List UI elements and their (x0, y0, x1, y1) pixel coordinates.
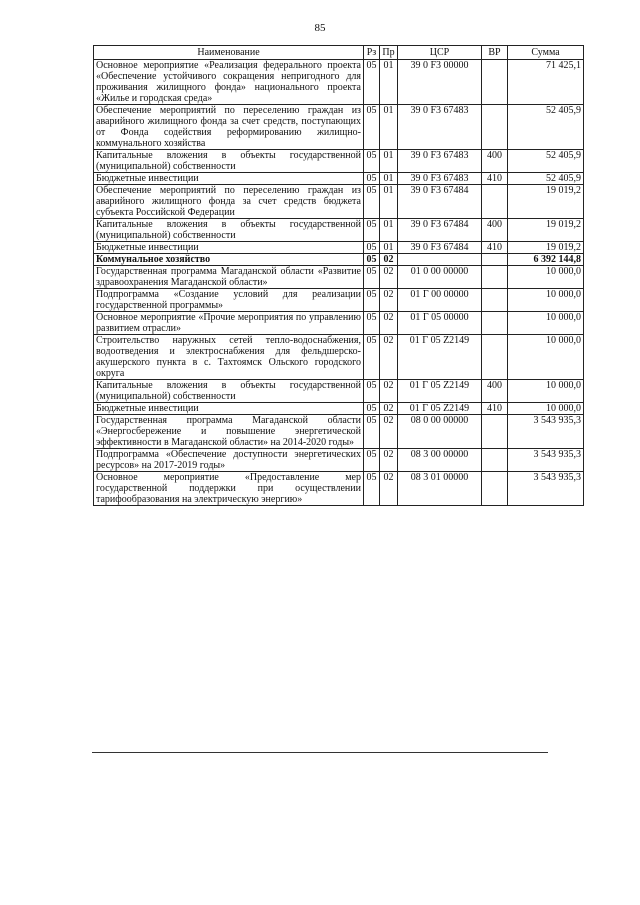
cell-pr: 01 (380, 60, 398, 105)
cell-pr: 02 (380, 312, 398, 335)
cell-pr: 02 (380, 449, 398, 472)
cell-name: Подпрограмма «Обеспечение доступности энергетических ресурсов» на 2017-2019 годы» (94, 449, 364, 472)
cell-csr: 08 3 01 00000 (398, 472, 482, 506)
cell-rz: 05 (364, 472, 380, 506)
cell-pr: 02 (380, 254, 398, 266)
cell-rz: 05 (364, 60, 380, 105)
cell-name: Государственная программа Магаданской области «Развитие здравоохранения Магаданской области» (94, 266, 364, 289)
cell-sum: 6 392 144,8 (508, 254, 584, 266)
cell-sum: 10 000,0 (508, 289, 584, 312)
cell-name: Строительство наружных сетей тепло-водоснабжения, водоотведения и электроснабжения для фельдшерско-акушерского пункта в с. Тахтоямск Ольского городского округа (94, 335, 364, 380)
cell-vr (482, 449, 508, 472)
cell-vr: 410 (482, 403, 508, 415)
table-row (94, 254, 584, 266)
header-csr: ЦСР (398, 46, 482, 60)
cell-rz: 05 (364, 266, 380, 289)
table-row (94, 289, 584, 312)
cell-pr: 01 (380, 242, 398, 254)
cell-vr: 400 (482, 380, 508, 403)
table-row (94, 449, 584, 472)
cell-name: Капитальные вложения в объекты государственной (муниципальной) собственности (94, 219, 364, 242)
cell-pr: 01 (380, 219, 398, 242)
cell-sum: 10 000,0 (508, 335, 584, 380)
cell-name: Коммунальное хозяйство (94, 254, 364, 266)
cell-vr: 410 (482, 173, 508, 185)
cell-name: Основное мероприятие «Прочие мероприятия по управлению развитием отрасли» (94, 312, 364, 335)
cell-csr: 39 0 F3 67483 (398, 150, 482, 173)
cell-csr: 39 0 F3 67483 (398, 105, 482, 150)
cell-vr (482, 472, 508, 506)
cell-name: Бюджетные инвестиции (94, 173, 364, 185)
cell-vr (482, 254, 508, 266)
cell-pr: 01 (380, 105, 398, 150)
header-sum: Сумма (508, 46, 584, 60)
header-vr: ВР (482, 46, 508, 60)
cell-sum: 52 405,9 (508, 105, 584, 150)
cell-csr: 01 Г 05 Z2149 (398, 403, 482, 415)
cell-pr: 02 (380, 403, 398, 415)
table-row (94, 380, 584, 403)
header-rz: Рз (364, 46, 380, 60)
cell-csr: 39 0 F3 67484 (398, 185, 482, 219)
cell-vr: 400 (482, 219, 508, 242)
table-row (94, 219, 584, 242)
table-row (94, 173, 584, 185)
cell-name: Бюджетные инвестиции (94, 403, 364, 415)
cell-csr: 39 0 F3 67483 (398, 173, 482, 185)
cell-rz: 05 (364, 185, 380, 219)
cell-sum: 10 000,0 (508, 312, 584, 335)
table-row (94, 415, 584, 449)
cell-sum: 10 000,0 (508, 266, 584, 289)
cell-sum: 19 019,2 (508, 219, 584, 242)
budget-table (93, 45, 584, 506)
cell-rz: 05 (364, 173, 380, 185)
cell-vr (482, 60, 508, 105)
cell-vr (482, 105, 508, 150)
cell-pr: 01 (380, 173, 398, 185)
cell-name: Капитальные вложения в объекты государственной (муниципальной) собственности (94, 150, 364, 173)
table-row (94, 472, 584, 506)
table-row (94, 185, 584, 219)
cell-pr: 02 (380, 289, 398, 312)
cell-pr: 02 (380, 266, 398, 289)
cell-rz: 05 (364, 312, 380, 335)
cell-vr (482, 312, 508, 335)
cell-rz: 05 (364, 289, 380, 312)
header-name: Наименование (94, 46, 364, 60)
cell-csr: 01 Г 05 Z2149 (398, 380, 482, 403)
cell-csr: 39 0 F3 00000 (398, 60, 482, 105)
table-row (94, 335, 584, 380)
cell-name: Основное мероприятие «Реализация федерального проекта «Обеспечение устойчивого сокращения непригодного для проживания жилищного фонда» национального проекта «Жилье и городская среда» (94, 60, 364, 105)
cell-pr: 01 (380, 185, 398, 219)
cell-sum: 3 543 935,3 (508, 415, 584, 449)
cell-rz: 05 (364, 415, 380, 449)
table-row (94, 242, 584, 254)
cell-csr (398, 254, 482, 266)
cell-name: Основное мероприятие «Предоставление мер государственной поддержки при осуществлении тарифообразования на электрическую энергию» (94, 472, 364, 506)
footer-rule (92, 752, 548, 753)
cell-sum: 71 425,1 (508, 60, 584, 105)
cell-vr (482, 266, 508, 289)
cell-vr: 400 (482, 150, 508, 173)
table-row (94, 266, 584, 289)
cell-vr (482, 415, 508, 449)
cell-rz: 05 (364, 403, 380, 415)
cell-sum: 52 405,9 (508, 150, 584, 173)
cell-rz: 05 (364, 380, 380, 403)
cell-name: Государственная программа Магаданской области «Энергосбережение и повышение энергетической эффективности в Магаданской области» на 2014-2020 годы» (94, 415, 364, 449)
cell-vr (482, 289, 508, 312)
cell-pr: 02 (380, 415, 398, 449)
cell-vr (482, 335, 508, 380)
cell-rz: 05 (364, 254, 380, 266)
table-row (94, 150, 584, 173)
cell-csr: 08 0 00 00000 (398, 415, 482, 449)
cell-sum: 10 000,0 (508, 403, 584, 415)
cell-rz: 05 (364, 219, 380, 242)
cell-rz: 05 (364, 449, 380, 472)
cell-pr: 01 (380, 150, 398, 173)
table-row (94, 105, 584, 150)
cell-vr: 410 (482, 242, 508, 254)
cell-rz: 05 (364, 150, 380, 173)
cell-name: Обеспечение мероприятий по переселению граждан из аварийного жилищного фонда за счет средств бюджета субъекта Российской Федерации (94, 185, 364, 219)
page-number: 85 (314, 22, 326, 34)
table-row (94, 312, 584, 335)
cell-csr: 01 0 00 00000 (398, 266, 482, 289)
table-row (94, 403, 584, 415)
cell-csr: 39 0 F3 67484 (398, 219, 482, 242)
cell-sum: 19 019,2 (508, 242, 584, 254)
cell-pr: 02 (380, 472, 398, 506)
cell-csr: 08 3 00 00000 (398, 449, 482, 472)
header-pr: Пр (380, 46, 398, 60)
table-row (94, 60, 584, 105)
cell-csr: 39 0 F3 67484 (398, 242, 482, 254)
cell-name: Капитальные вложения в объекты государственной (муниципальной) собственности (94, 380, 364, 403)
cell-sum: 19 019,2 (508, 185, 584, 219)
cell-sum: 3 543 935,3 (508, 472, 584, 506)
table-header-row (94, 46, 584, 60)
cell-name: Обеспечение мероприятий по переселению граждан из аварийного жилищного фонда за счет средств, поступающих от Фонда содействия реформированию жилищно-коммунального хозяйства (94, 105, 364, 150)
cell-pr: 02 (380, 335, 398, 380)
cell-rz: 05 (364, 105, 380, 150)
cell-sum: 52 405,9 (508, 173, 584, 185)
cell-name: Бюджетные инвестиции (94, 242, 364, 254)
cell-name: Подпрограмма «Создание условий для реализации государственной программы» (94, 289, 364, 312)
cell-csr: 01 Г 05 00000 (398, 312, 482, 335)
cell-rz: 05 (364, 335, 380, 380)
cell-sum: 10 000,0 (508, 380, 584, 403)
cell-pr: 02 (380, 380, 398, 403)
cell-sum: 3 543 935,3 (508, 449, 584, 472)
cell-csr: 01 Г 05 Z2149 (398, 335, 482, 380)
cell-csr: 01 Г 00 00000 (398, 289, 482, 312)
cell-vr (482, 185, 508, 219)
cell-rz: 05 (364, 242, 380, 254)
